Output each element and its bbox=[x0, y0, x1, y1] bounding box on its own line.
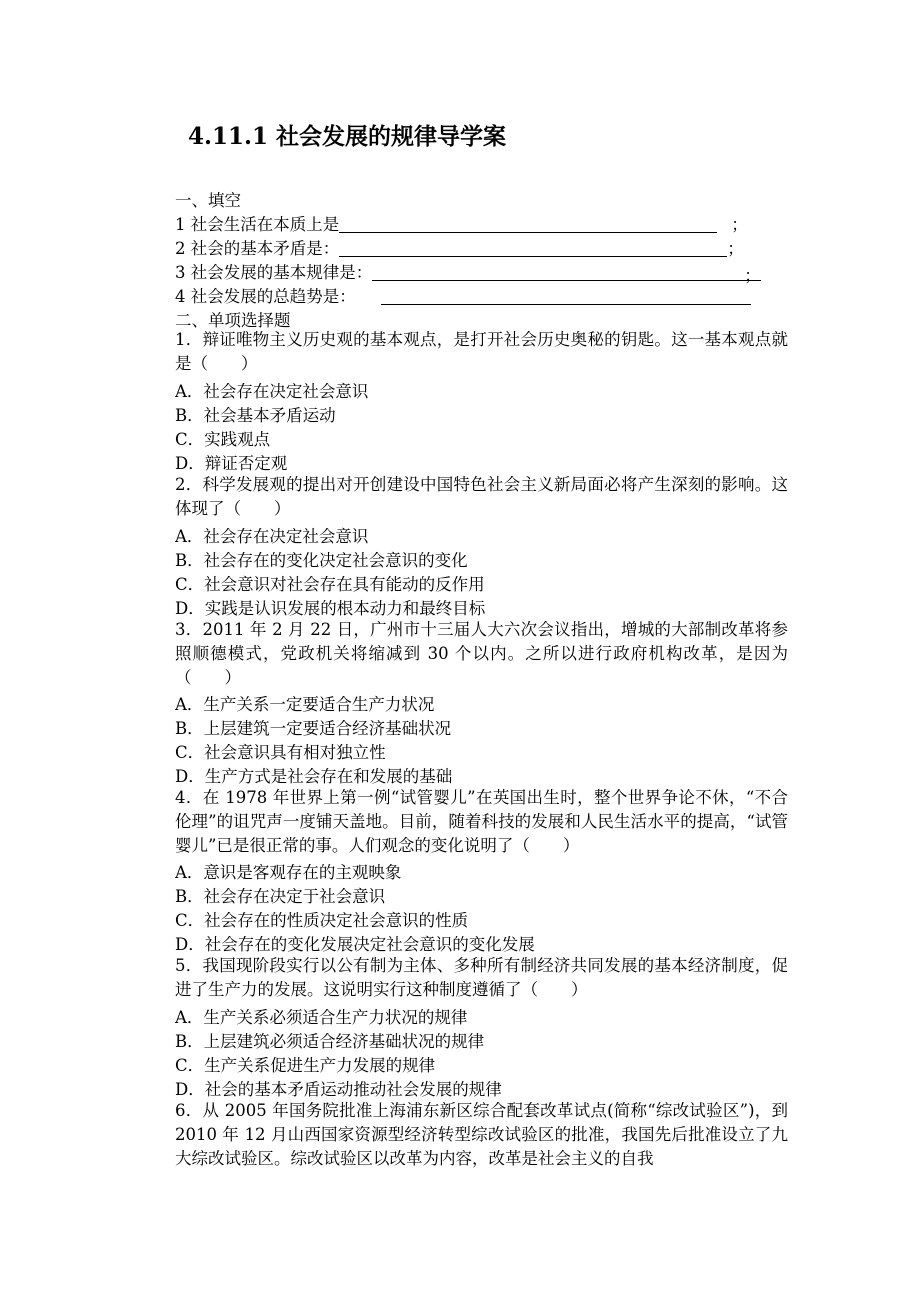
question-3-option-b[interactable]: B．上层建筑一定要适合经济基础状况 bbox=[175, 719, 452, 738]
fill-item-punct: ； bbox=[744, 262, 761, 281]
question-1-option-b[interactable]: B．社会基本矛盾运动 bbox=[175, 406, 336, 425]
question-1-option-c[interactable]: C．实践观点 bbox=[175, 430, 271, 449]
question-5-option-a[interactable]: A．生产关系必须适合生产力状况的规律 bbox=[175, 1008, 468, 1027]
question-5-option-c[interactable]: C．生产关系促进生产力发展的规律 bbox=[175, 1056, 436, 1075]
question-1-stem: 1．辩证唯物主义历史观的基本观点，是打开社会历史奥秘的钥匙。这一基本观点就是（ ） bbox=[175, 330, 788, 373]
question-5-option-d[interactable]: D．社会的基本矛盾运动推动社会发展的规律 bbox=[175, 1080, 502, 1099]
question-1-option-d[interactable]: D．辩证否定观 bbox=[175, 454, 288, 473]
question-2-stem: 2．科学发展观的提出对开创建设中国特色社会主义新局面必将产生深刻的影响。这体现了（ ） bbox=[175, 475, 788, 518]
fill-item-punct: ； bbox=[727, 239, 744, 258]
answer-blank[interactable] bbox=[339, 238, 727, 257]
question-4-option-d[interactable]: D．社会存在的变化发展决定社会意识的变化发展 bbox=[175, 935, 535, 954]
fill-item-text: 4 社会发展的总趋势是： bbox=[175, 287, 356, 306]
question-4-option-c[interactable]: C．社会存在的性质决定社会意识的性质 bbox=[175, 911, 469, 930]
answer-blank[interactable] bbox=[381, 286, 751, 305]
question-6-stem: 6．从 2005 年国务院批准上海浦东新区综合配套改革试点(简称“综改试验区”)，到 2010 年 12 月山西国家资源型经济转型综改试验区的批准，我国先后批准设立了九大综改试验区。综改试验区以改革为内容，改革是社会主义的自我 bbox=[175, 1101, 788, 1168]
fill-item-text: 2 社会的基本矛盾是： bbox=[175, 239, 340, 258]
question-2-option-c[interactable]: C．社会意识对社会存在具有能动的反作用 bbox=[175, 575, 485, 594]
question-3-option-c[interactable]: C．社会意识具有相对独立性 bbox=[175, 743, 386, 762]
page-title: 4.11.1 社会发展的规律导学案 bbox=[188, 123, 507, 150]
section-heading-choice: 二、单项选择题 bbox=[175, 311, 291, 330]
question-5-option-b[interactable]: B．上层建筑必须适合经济基础状况的规律 bbox=[175, 1032, 485, 1051]
fill-item-2 bbox=[175, 235, 744, 259]
fill-item-1 bbox=[175, 211, 748, 235]
question-4-option-b[interactable]: B．社会存在决定于社会意识 bbox=[175, 887, 386, 906]
fill-item-punct: ； bbox=[731, 215, 748, 234]
section-heading-fill: 一、填空 bbox=[175, 191, 241, 210]
answer-blank[interactable] bbox=[339, 214, 717, 233]
question-2-option-d[interactable]: D．实践是认识发展的根本动力和最终目标 bbox=[175, 599, 486, 618]
question-1-option-a[interactable]: A．社会存在决定社会意识 bbox=[175, 382, 369, 401]
question-4-option-a[interactable]: A．意识是客观存在的主观映象 bbox=[175, 863, 402, 882]
question-3-option-a[interactable]: A．生产关系一定要适合生产力状况 bbox=[175, 695, 435, 714]
question-2-option-b[interactable]: B．社会存在的变化决定社会意识的变化 bbox=[175, 551, 468, 570]
fill-item-text: 1 社会生活在本质上是 bbox=[175, 215, 340, 234]
question-3-option-d[interactable]: D．生产方式是社会存在和发展的基础 bbox=[175, 767, 453, 786]
question-4-stem: 4．在 1978 年世界上第一例“试管婴儿”在英国出生时，整个世界争论不休，“不合伦理”的诅咒声一度铺天盖地。目前，随着科技的发展和人民生活水平的提高，“试管婴儿”已是很正常的事。人们观念的变化说明了（ ） bbox=[175, 788, 788, 855]
question-2-option-a[interactable]: A．社会存在决定社会意识 bbox=[175, 527, 369, 546]
question-5-stem: 5．我国现阶段实行以公有制为主体、多种所有制经济共同发展的基本经济制度，促进了生产力的发展。这说明实行这种制度遵循了（ ） bbox=[175, 956, 788, 999]
fill-item-4 bbox=[175, 283, 751, 307]
answer-blank[interactable] bbox=[372, 262, 744, 281]
fill-item-text: 3 社会发展的基本规律是： bbox=[175, 263, 373, 282]
question-3-stem: 3．2011 年 2 月 22 日，广州市十三届人大六次会议指出，增城的大部制改革将参照顺德模式，党政机关将缩减到 30 个以内。之所以进行政府机构改革，是因为（ ） bbox=[175, 620, 788, 687]
fill-item-3 bbox=[175, 259, 761, 283]
